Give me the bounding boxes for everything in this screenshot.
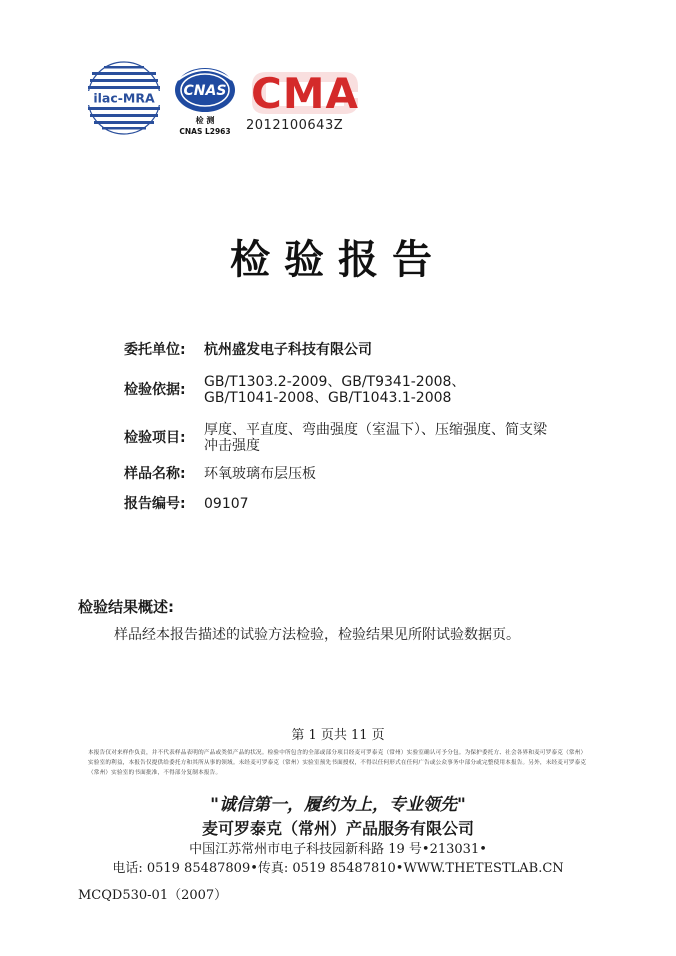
disclaimer: 本报告仅对来样作负责，并不代表样品表明的产品或类似产品的状况。检验中所包含的全部或部分项目经麦可罗泰克（常州）实验室确认可予分包。为保护委托方、社会各界和麦可罗泰克（常州）实验室的利益，本报告仅提供给委托方和其所从事的领域。未经麦可罗泰克（常州）实验室预先书面授权，不得以任何形式在任何广告或公众事务中部分或完整使用本报告。另外，未经麦可罗泰克（常州）实验室的书面批准，不得部分复制本报告。 <box>88 750 587 776</box>
field-label: 样品名称: <box>124 466 186 482</box>
cma-certificate-number: 2012100643Z <box>246 118 344 133</box>
field-label: 报告编号: <box>124 496 186 512</box>
field-value: 厚度、平直度、弯曲强度（室温下）、压缩强度、简支梁冲击强度 <box>204 422 547 454</box>
company-address: 中国江苏常州市电子科技园新科路 19 号•213031• <box>189 842 487 857</box>
field-label: 委托单位: <box>124 342 186 358</box>
company-contact: 电话: 0519 85487809•传真: 0519 85487810•WWW.THETESTLAB.CN <box>112 861 564 876</box>
field-value: GB/T1303.2-2009、GB/T9341-2008、GB/T1041-2008、GB/T1043.1-2008 <box>204 374 466 406</box>
field-value: 环氧玻璃布层压板 <box>204 466 316 482</box>
cma-text: CMA <box>250 69 360 116</box>
summary-text: 样品经本报告描述的试验方法检验，检验结果见所附试验数据页。 <box>114 627 520 643</box>
cnas-text: CNAS <box>183 83 227 99</box>
report-title: 检验报告 <box>230 237 446 283</box>
cnas-logo <box>170 62 240 140</box>
field-value: 09107 <box>204 496 249 512</box>
page-info: 第 1 页共 11 页 <box>291 728 385 743</box>
slogan: "诚信第一，履约为上，专业领先" <box>210 795 466 815</box>
ilac-mra-logo <box>86 60 162 136</box>
cnas-sub: 检 测 <box>195 116 215 125</box>
ilac-text: ilac-MRA <box>93 90 155 106</box>
field-value: 杭州盛发电子科技有限公司 <box>204 342 372 358</box>
company-name: 麦可罗泰克（常州）产品服务有限公司 <box>201 819 474 838</box>
field-label: 检验依据: <box>124 382 186 398</box>
summary-heading: 检验结果概述: <box>78 598 174 616</box>
document-code: MCQD530-01（2007） <box>78 888 228 903</box>
cnas-code: CNAS L2963 <box>179 127 231 136</box>
field-label: 检验项目: <box>124 430 186 446</box>
